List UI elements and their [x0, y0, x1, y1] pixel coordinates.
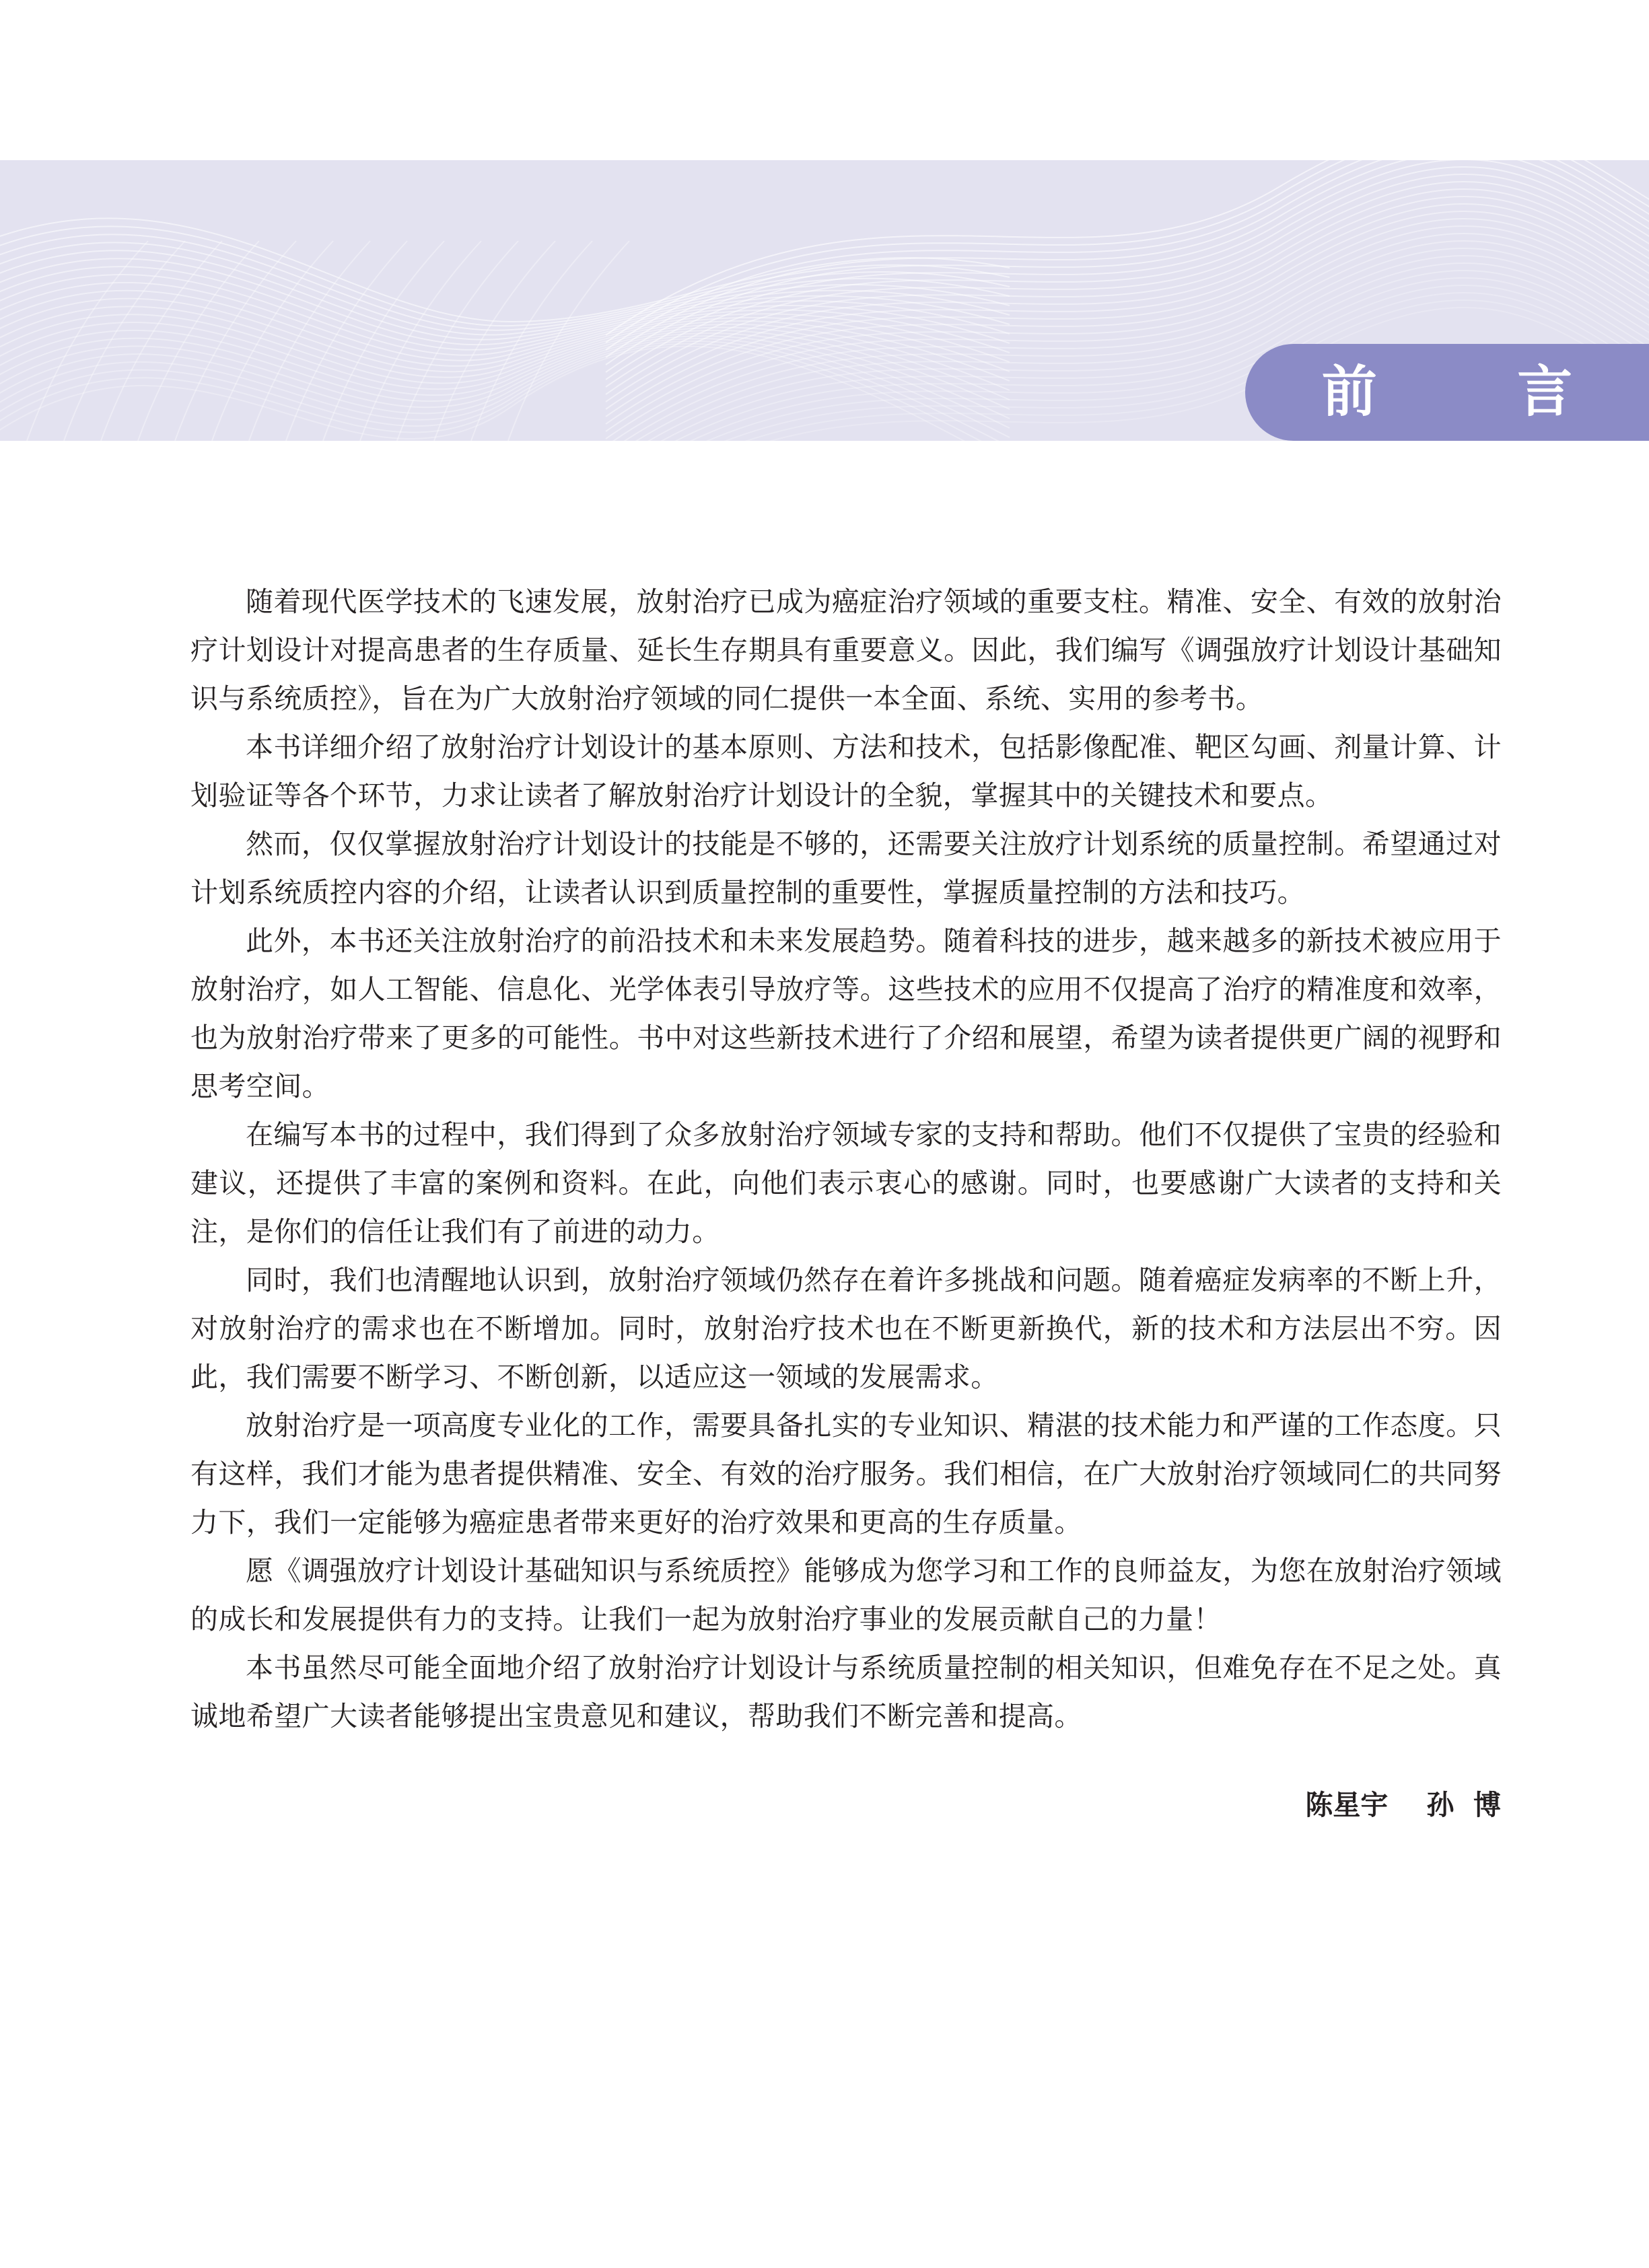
wave-line	[0, 306, 1010, 377]
wave-rib	[323, 241, 444, 441]
wave-rib	[64, 241, 185, 441]
wave-rib	[101, 241, 222, 441]
page-title: 前 言	[1321, 360, 1634, 424]
paragraph: 同时，我们也清醒地认识到，放射治疗领域仍然存在着许多挑战和问题。随着癌症发病率的不断上升，对放射治疗的需求也在不断增加。同时，放射治疗技术也在不断更新换代，新的技术和方法层出不穷。因此，我们需要不断学习、不断创新，以适应这一领域的发展需求。	[190, 1264, 1502, 1393]
wave-line	[606, 160, 1649, 343]
preface-body	[190, 577, 1502, 1740]
paragraph: 本书详细介绍了放射治疗计划设计的基本原则、方法和技术，包括影像配准、靶区勾画、剂量计算、计划验证等各个环节，力求让读者了解放射治疗计划设计的全貌，掌握其中的关键技术和要点。	[190, 731, 1502, 812]
paragraph: 然而，仅仅掌握放射治疗计划设计的技能是不够的，还需要关注放疗计划系统的质量控制。希望通过对计划系统质控内容的介绍，让读者认识到质量控制的重要性，掌握质量控制的方法和技巧。	[190, 828, 1502, 909]
paragraph: 愿《调强放疗计划设计基础知识与系统质控》能够成为您学习和工作的良师益友，为您在放射治疗领域的成长和发展提供有力的支持。让我们一起为放射治疗事业的发展贡献自己的力量！	[190, 1555, 1502, 1635]
paragraph: 此外，本书还关注放射治疗的前沿技术和未来发展趋势。随着科技的进步，越来越多的新技术被应用于放射治疗，如人工智能、信息化、光学体表引导放疗等。这些技术的应用不仅提高了治疗的精准度和效率，也为放射治疗带来了更多的可能性。书中对这些新技术进行了介绍和展望，希望为读者提供更广阔的视野和思考空间。	[190, 925, 1502, 1102]
paragraph: 放射治疗是一项高度专业化的工作，需要具备扎实的专业知识、精湛的技术能力和严谨的工作态度。只有这样，我们才能为患者提供精准、安全、有效的治疗服务。我们相信，在广大放射治疗领域同仁的共同努力下，我们一定能够为癌症患者带来更好的治疗效果和更高的生存质量。	[190, 1409, 1502, 1538]
paragraph: 随着现代医学技术的飞速发展，放射治疗已成为癌症治疗领域的重要支柱。精准、安全、有效的放射治疗计划设计对提高患者的生存质量、延长生存期具有重要意义。因此，我们编写《调强放疗计划设计基础知识与系统质控》，旨在为广大放射治疗领域的同仁提供一本全面、系统、实用的参考书。	[190, 586, 1502, 715]
wave-rib	[508, 241, 629, 441]
paragraph: 在编写本书的过程中，我们得到了众多放射治疗领域专家的支持和帮助。他们不仅提供了宝贵的经验和建议，还提供了丰富的案例和资料。在此，向他们表示衷心的感谢。同时，也要感谢广大读者的支持和关注，是你们的信任让我们有了前进的动力。	[190, 1119, 1502, 1248]
wave-line	[0, 258, 1010, 345]
paragraph: 本书虽然尽可能全面地介绍了放射治疗计划设计与系统质量控制的相关知识，但难免存在不足之处。真诚地希望广大读者能够提出宝贵意见和建议，帮助我们不断完善和提高。	[190, 1652, 1502, 1732]
wave-rib	[27, 241, 148, 441]
author-signature: 陈星宇 孙 博	[1305, 1789, 1501, 1821]
title-tab	[1245, 344, 1649, 441]
wave-rib	[138, 241, 259, 441]
